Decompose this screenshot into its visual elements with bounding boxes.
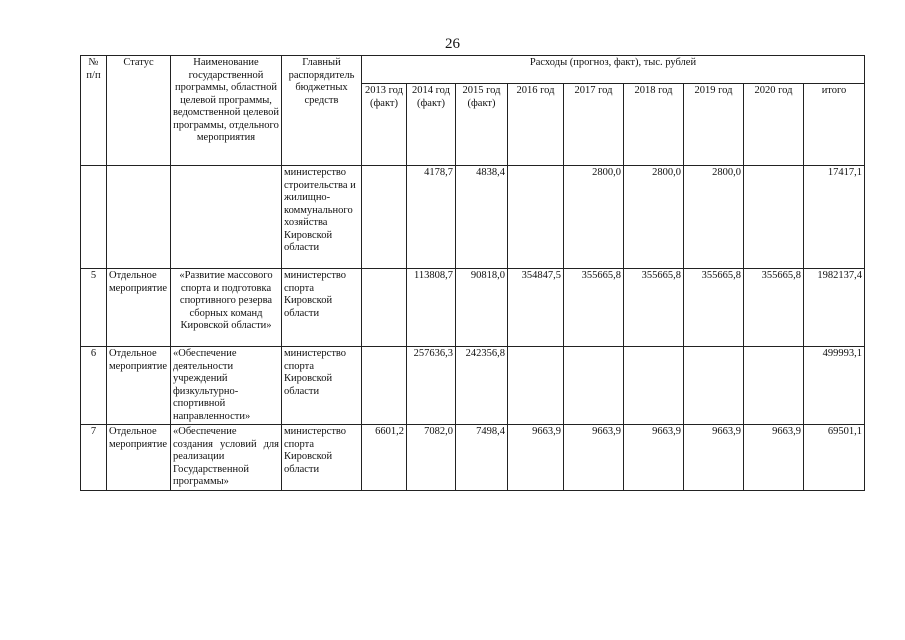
value-cell — [684, 347, 744, 425]
value-cell — [362, 269, 407, 347]
value-cell: 355665,8 — [744, 269, 804, 347]
total-cell: 17417,1 — [804, 166, 865, 269]
value-cell: 6601,2 — [362, 425, 407, 491]
value-cell: 4178,7 — [407, 166, 456, 269]
value-cell: 9663,9 — [564, 425, 624, 491]
value-cell — [362, 347, 407, 425]
header-program-name: Наименование государственной программы, областной целевой программы, ведомственной целевой программы, отдельного мероприятия — [171, 56, 282, 166]
value-cell — [624, 347, 684, 425]
row-program-name: «Развитие массового спорта и подготовка спортивного резерва сборных команд Кировской области» — [171, 269, 282, 347]
header-num: № п/п — [81, 56, 107, 166]
row-program-name: «Обеспечение создания условий для реализации Государственной программы» — [171, 425, 282, 491]
table-row — [81, 166, 865, 269]
header-expenses: Расходы (прогноз, факт), тыс. рублей — [362, 56, 865, 84]
row-budget-administrator: министерство спорта Кировской области — [282, 269, 362, 347]
value-cell: 7498,4 — [456, 425, 508, 491]
header-year: 2014 год (факт) — [407, 84, 456, 166]
header-year: 2017 год — [564, 84, 624, 166]
value-cell — [564, 347, 624, 425]
row-status — [107, 166, 171, 269]
row-budget-administrator: министерство строительства и жилищно-коммунального хозяйства Кировской области — [282, 166, 362, 269]
row-budget-administrator: министерство спорта Кировской области — [282, 347, 362, 425]
header-year: 2020 год — [744, 84, 804, 166]
header-year: 2013 год (факт) — [362, 84, 407, 166]
value-cell: 2800,0 — [564, 166, 624, 269]
value-cell — [508, 347, 564, 425]
page-number: 26 — [445, 36, 460, 52]
value-cell: 113808,7 — [407, 269, 456, 347]
table-row — [81, 425, 865, 491]
table-row — [81, 269, 865, 347]
row-program-name — [171, 166, 282, 269]
value-cell — [744, 166, 804, 269]
value-cell: 9663,9 — [744, 425, 804, 491]
expenses-table — [80, 55, 865, 491]
header-total: итого — [804, 84, 865, 166]
row-num: 5 — [81, 269, 107, 347]
value-cell: 9663,9 — [624, 425, 684, 491]
row-budget-administrator: министерство спорта Кировской области — [282, 425, 362, 491]
header-status: Статус — [107, 56, 171, 166]
value-cell: 355665,8 — [684, 269, 744, 347]
value-cell: 4838,4 — [456, 166, 508, 269]
value-cell: 9663,9 — [684, 425, 744, 491]
value-cell: 355665,8 — [624, 269, 684, 347]
row-num: 7 — [81, 425, 107, 491]
row-num — [81, 166, 107, 269]
value-cell: 257636,3 — [407, 347, 456, 425]
header-year: 2015 год (факт) — [456, 84, 508, 166]
header-year: 2018 год — [624, 84, 684, 166]
value-cell: 354847,5 — [508, 269, 564, 347]
table-row — [81, 347, 865, 425]
row-status: Отдельное мероприятие — [107, 347, 171, 425]
row-status: Отдельное мероприятие — [107, 425, 171, 491]
total-cell: 69501,1 — [804, 425, 865, 491]
value-cell: 9663,9 — [508, 425, 564, 491]
value-cell: 2800,0 — [684, 166, 744, 269]
row-program-name: «Обеспечение деятельности учреждений физкультурно-спортивной направленности» — [171, 347, 282, 425]
header-year: 2016 год — [508, 84, 564, 166]
row-status: Отдельное мероприятие — [107, 269, 171, 347]
total-cell: 1982137,4 — [804, 269, 865, 347]
header-budget-administrator: Главный распорядитель бюджетных средств — [282, 56, 362, 166]
header-year: 2019 год — [684, 84, 744, 166]
value-cell — [362, 166, 407, 269]
value-cell: 242356,8 — [456, 347, 508, 425]
value-cell: 7082,0 — [407, 425, 456, 491]
row-num: 6 — [81, 347, 107, 425]
value-cell: 90818,0 — [456, 269, 508, 347]
value-cell: 355665,8 — [564, 269, 624, 347]
value-cell — [744, 347, 804, 425]
total-cell: 499993,1 — [804, 347, 865, 425]
value-cell: 2800,0 — [624, 166, 684, 269]
value-cell — [508, 166, 564, 269]
